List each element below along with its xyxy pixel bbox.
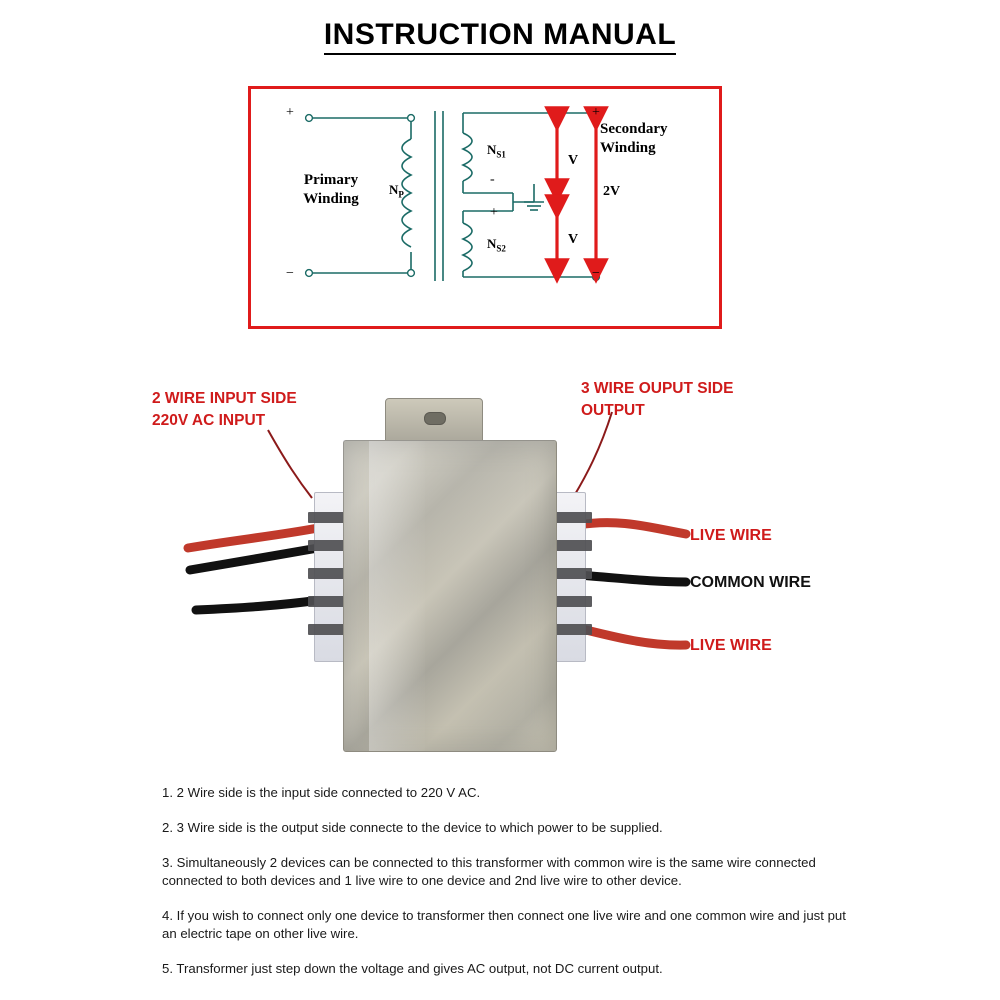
label-ns2-sub: S2	[496, 243, 506, 254]
label-ns2	[487, 236, 506, 254]
label-live-wire-bottom: LIVE WIRE	[690, 637, 772, 654]
callout-input-line2: 220V AC INPUT	[152, 412, 266, 429]
instruction-item: 4. If you wish to connect only one device to transformer then connect one live wire and one common wire and just put an electric tape on other live wire.	[162, 908, 846, 941]
callout-input-line1: 2 WIRE INPUT SIDE	[152, 390, 297, 407]
input-neutral-wire	[190, 548, 318, 570]
callout-output-line2: OUTPUT	[581, 402, 645, 419]
label-primary-winding	[276, 171, 386, 209]
output-live-wire-top	[578, 523, 686, 534]
input-live-wire	[188, 528, 318, 548]
sign-primary-top: +	[286, 105, 294, 120]
output-live-wire-bottom	[578, 628, 686, 645]
sign-secondary-top: +	[592, 105, 600, 120]
label-voltage-total: 2V	[603, 184, 621, 199]
sign-center-minus: -	[490, 172, 495, 187]
label-primary-line2: Winding	[303, 191, 359, 207]
instruction-item: 5. Transformer just step down the voltage and gives AC output, not DC current output.	[162, 961, 663, 976]
callout-input-side	[152, 388, 297, 432]
input-callout-leader	[268, 430, 312, 498]
label-secondary-winding	[600, 120, 722, 158]
instruction-item: 2. 3 Wire side is the output side connecte to the device to which power to be supplied.	[162, 820, 663, 835]
label-live-wire-top: LIVE WIRE	[690, 527, 772, 544]
label-ns1-sub: S1	[496, 149, 506, 160]
instruction-item: 3. Simultaneously 2 devices can be connected to this transformer with common wire is the same wire connected connected to both devices and 1 live wire to one device and 2nd live wire to other device.	[162, 855, 816, 888]
instructions-list	[162, 784, 854, 978]
sign-secondary-bottom: −	[592, 266, 600, 281]
output-callout-leader	[574, 412, 612, 496]
label-secondary-line1: Secondary	[600, 121, 668, 137]
label-ns1	[487, 142, 506, 160]
label-ns1-main: N	[487, 142, 497, 157]
label-np-main: N	[389, 182, 399, 197]
label-primary-line1: Primary	[303, 172, 359, 188]
page-title-text: INSTRUCTION MANUAL	[324, 18, 676, 55]
instruction-item: 1. 2 Wire side is the input side connected to 220 V AC.	[162, 785, 481, 800]
callout-output-side	[581, 378, 733, 422]
mounting-hole	[424, 412, 446, 425]
label-np-sub: P	[398, 189, 404, 200]
sign-center-plus: +	[490, 205, 498, 220]
label-voltage-top: V	[568, 153, 579, 168]
label-common-wire: COMMON WIRE	[690, 574, 811, 591]
transformer-core	[343, 440, 557, 752]
page-title	[0, 18, 1000, 52]
label-ns2-main: N	[487, 236, 497, 251]
label-voltage-bottom: V	[568, 232, 579, 247]
callout-output-line1: 3 WIRE OUPUT SIDE	[581, 380, 734, 397]
label-np	[389, 182, 404, 200]
sign-primary-bottom: −	[286, 266, 294, 281]
output-common-wire	[578, 575, 686, 582]
label-secondary-line2: Winding	[600, 140, 656, 156]
input-wire-lower	[196, 600, 320, 610]
